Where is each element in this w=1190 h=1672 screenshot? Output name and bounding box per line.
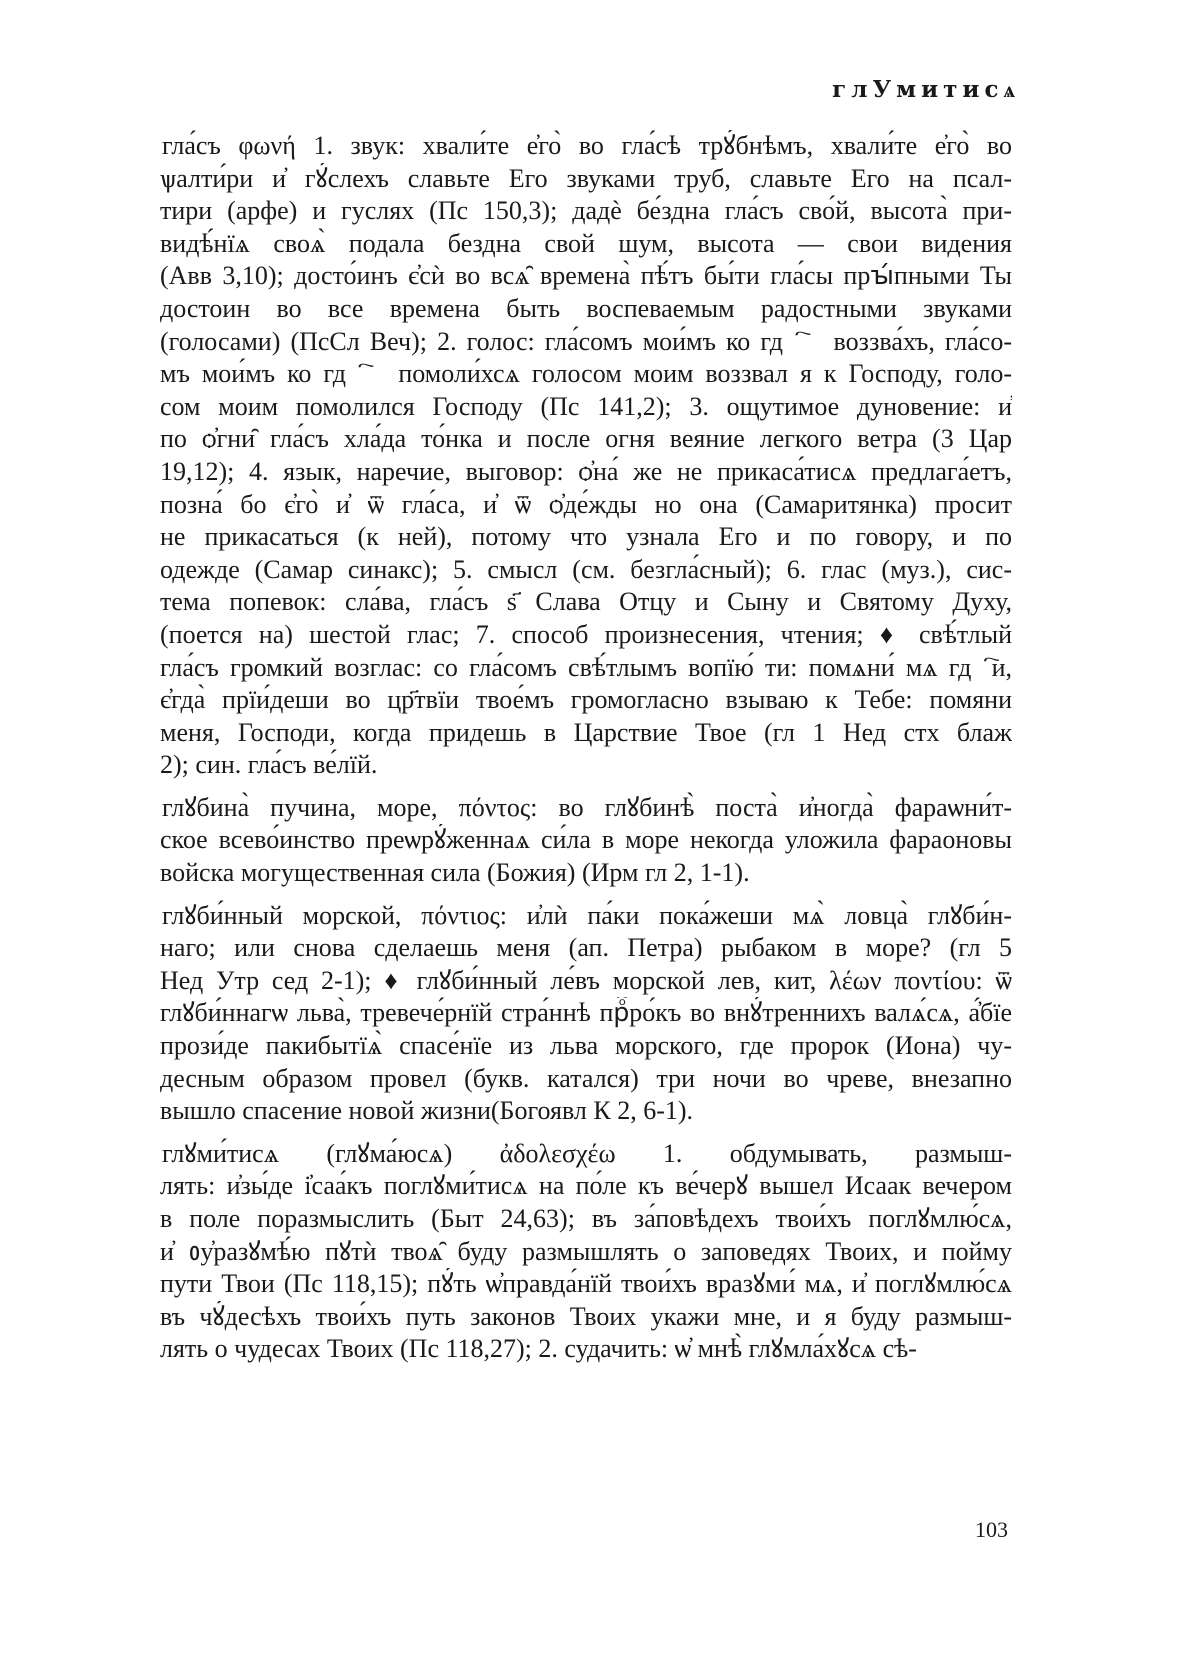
text-line: прози́де пакибытїѧ̀ спасе́нїе из льва морского, где пророк (Иона) чу- bbox=[160, 1031, 1012, 1061]
text-line: позна́ бо є҆го̀ и҆ ѿ гла́са, и҆ ѿ ѻ҆де́жды но она (Самаритянка) просит bbox=[160, 489, 1012, 519]
text-line: меня, Господи, когда придешь в Царствие Твое (гл 1 Нед стх блаж bbox=[160, 717, 1012, 747]
text-line: ѱалти́ри и҆ гꙋ́слехъ славьте Его звуками труб, славьте Его на псал- bbox=[160, 163, 1012, 193]
text-line: (поется на) шестой глас; 7. способ произнесения, чтения; ♦ свѣ́тлый bbox=[160, 619, 1012, 649]
text-line: гла́съ φωνή 1. звук: хвали́те е҆го̀ во гла́сѣ трꙋ́бнѣмъ, хвали́те е҆го̀ во bbox=[162, 131, 1012, 160]
text-line: глꙋбина̀ пучина, море, πόντος: во глꙋбинѣ̀ поста̀ и҆ногда̀ фараѡни́т- bbox=[162, 792, 1012, 822]
text-line: въ чꙋ́десѣхъ твои́хъ путь законов Твоих укажи мне, и я буду размыш- bbox=[160, 1301, 1012, 1331]
text-line: не прикасаться (к ней), потому что узнала Его и по говору, и по bbox=[160, 522, 1012, 552]
text-line: глꙋби́нный морской, πόντιος: и҆лѝ па́ки пока́жеши мѧ̀ ловца̀ глꙋби́н- bbox=[162, 900, 1012, 930]
text-line: десным образом провел (букв. катался) три ночи во чреве, внезапно bbox=[160, 1063, 1012, 1093]
text-line: є҆гда̀ прїи́деши во цр҃твїи твое́мъ громогласно взываю к Тебе: помяни bbox=[160, 685, 1012, 715]
entry-glubina bbox=[160, 792, 1012, 890]
text-line: наго; или снова сделаешь меня (ап. Петра) рыбаком в море? (гл 5 bbox=[160, 933, 1012, 963]
entry-glumitisya bbox=[160, 1138, 1012, 1366]
text-line: гла́съ громкий возглас: со гла́сомъ свѣ́тлымъ вопїю́ ти: помѧни́ мѧ гдⷭ҇и, bbox=[160, 652, 1012, 682]
text-line: вышло спасение новой жизни(Богоявл К 2, 6-1). bbox=[160, 1096, 694, 1126]
entry-glubinnyi bbox=[160, 900, 1012, 1128]
text-line: 19,12); 4. язык, наречие, выговор: ѻ҆на́ же не прикаса́тисѧ предлага́етъ, bbox=[160, 456, 1012, 486]
entry-glas bbox=[160, 130, 1012, 782]
text-line: мъ мои́мъ ко гдⷭ҇ꙋ помоли́хсѧ голосом моим воззвал я к Господу, голо- bbox=[160, 359, 1012, 389]
text-line: 2); син. гла́съ ве́лїй. bbox=[160, 750, 378, 780]
text-line: пути Твои (Пс 118,15); пꙋ́ть ѡ҆правда́нїй твои́хъ вразꙋми́ мѧ, и҆ поглꙋмлю́сѧ bbox=[160, 1269, 1012, 1299]
text-line: по ѻ҆гни̑ гла́съ хла́да то́нка и после огня веяние легкого ветра (3 Цар bbox=[160, 424, 1012, 454]
text-line: и҆ ᲂу҆разꙋмѣ́ю пꙋтѝ твоѧ̑ буду размышлять о заповедях Твоих, и пойму bbox=[160, 1236, 1012, 1266]
text-line: ское всево́инство преѡрꙋ́женнаѧ си́ла в море некогда уложила фараоновы bbox=[160, 825, 1012, 855]
text-line: видѣ́нїѧ своѧ̀ подала бездна свой шум, высота — свои видения bbox=[160, 228, 1012, 258]
text-line: Нед Утр сед 2-1); ♦ глꙋби́нный ле́въ морской лев, кит, λέων ποντίου: ѿ bbox=[160, 965, 1012, 995]
running-head: глУмитисѧ bbox=[832, 76, 1020, 103]
text-line: лять о чудесах Твоих (Пс 118,27); 2. судачить: ѡ҆ мнѣ̀ глꙋмла́хꙋсѧ сѣ- bbox=[160, 1334, 917, 1364]
text-line: достоин во все времена быть воспеваемым радостными звуками bbox=[160, 293, 1012, 323]
text-line: (Авв 3,10); досто́инъ є҆сѝ во всѧ̑ времена̀ пѣ́тъ бы́ти гла́сы прꙑ́пными Ты bbox=[160, 261, 1012, 291]
dictionary-text bbox=[160, 130, 1012, 1376]
page-number: 103 bbox=[975, 1517, 1008, 1542]
text-line: в поле поразмыслить (Быт 24,63); въ за́повѣдехъ твои́хъ поглꙋмлю́сѧ, bbox=[160, 1204, 1012, 1233]
text-line: тема попевок: сла́ва, гла́съ ѕ҃ Слава Отцу и Сыну и Святому Духу, bbox=[160, 587, 1012, 617]
text-line: сом моим помолился Господу (Пс 141,2); 3. ощутимое дуновение: и҆ bbox=[160, 391, 1012, 421]
text-line: одежде (Самар синакс); 5. смысл (см. безгла́сный); 6. глас (муз.), сис- bbox=[160, 554, 1012, 584]
text-line: тири (арфе) и гуслях (Пс 150,3); дадѐ бе́здна гла́съ сво́й, высота̀ при- bbox=[160, 196, 1012, 226]
text-line: глꙋби́ннагѡ льва̀, тревече́рнїй стра́ннѣ прⷪ҇ро́къ во внꙋ́треннихъ валѧ́сѧ, а҆́бїе bbox=[160, 998, 1012, 1028]
text-line: войска могущественная сила (Божия) (Ирм гл 2, 1-1). bbox=[160, 858, 750, 888]
text-line: лять: и҆зы́де і҆саа́къ поглꙋми́тисѧ на по́ле къ ве́черꙋ вышел Исаак вечером bbox=[160, 1171, 1012, 1201]
text-line: (голосами) (ПсСл Веч); 2. голос: гла́сомъ мои́мъ ко гдⷭ҇ꙋ воззва́хъ, гла́со- bbox=[160, 326, 1012, 356]
text-line: глꙋми́тисѧ (глꙋма́юсѧ) ἀδολεσχέω 1. обдумывать, размыш- bbox=[162, 1138, 1012, 1168]
